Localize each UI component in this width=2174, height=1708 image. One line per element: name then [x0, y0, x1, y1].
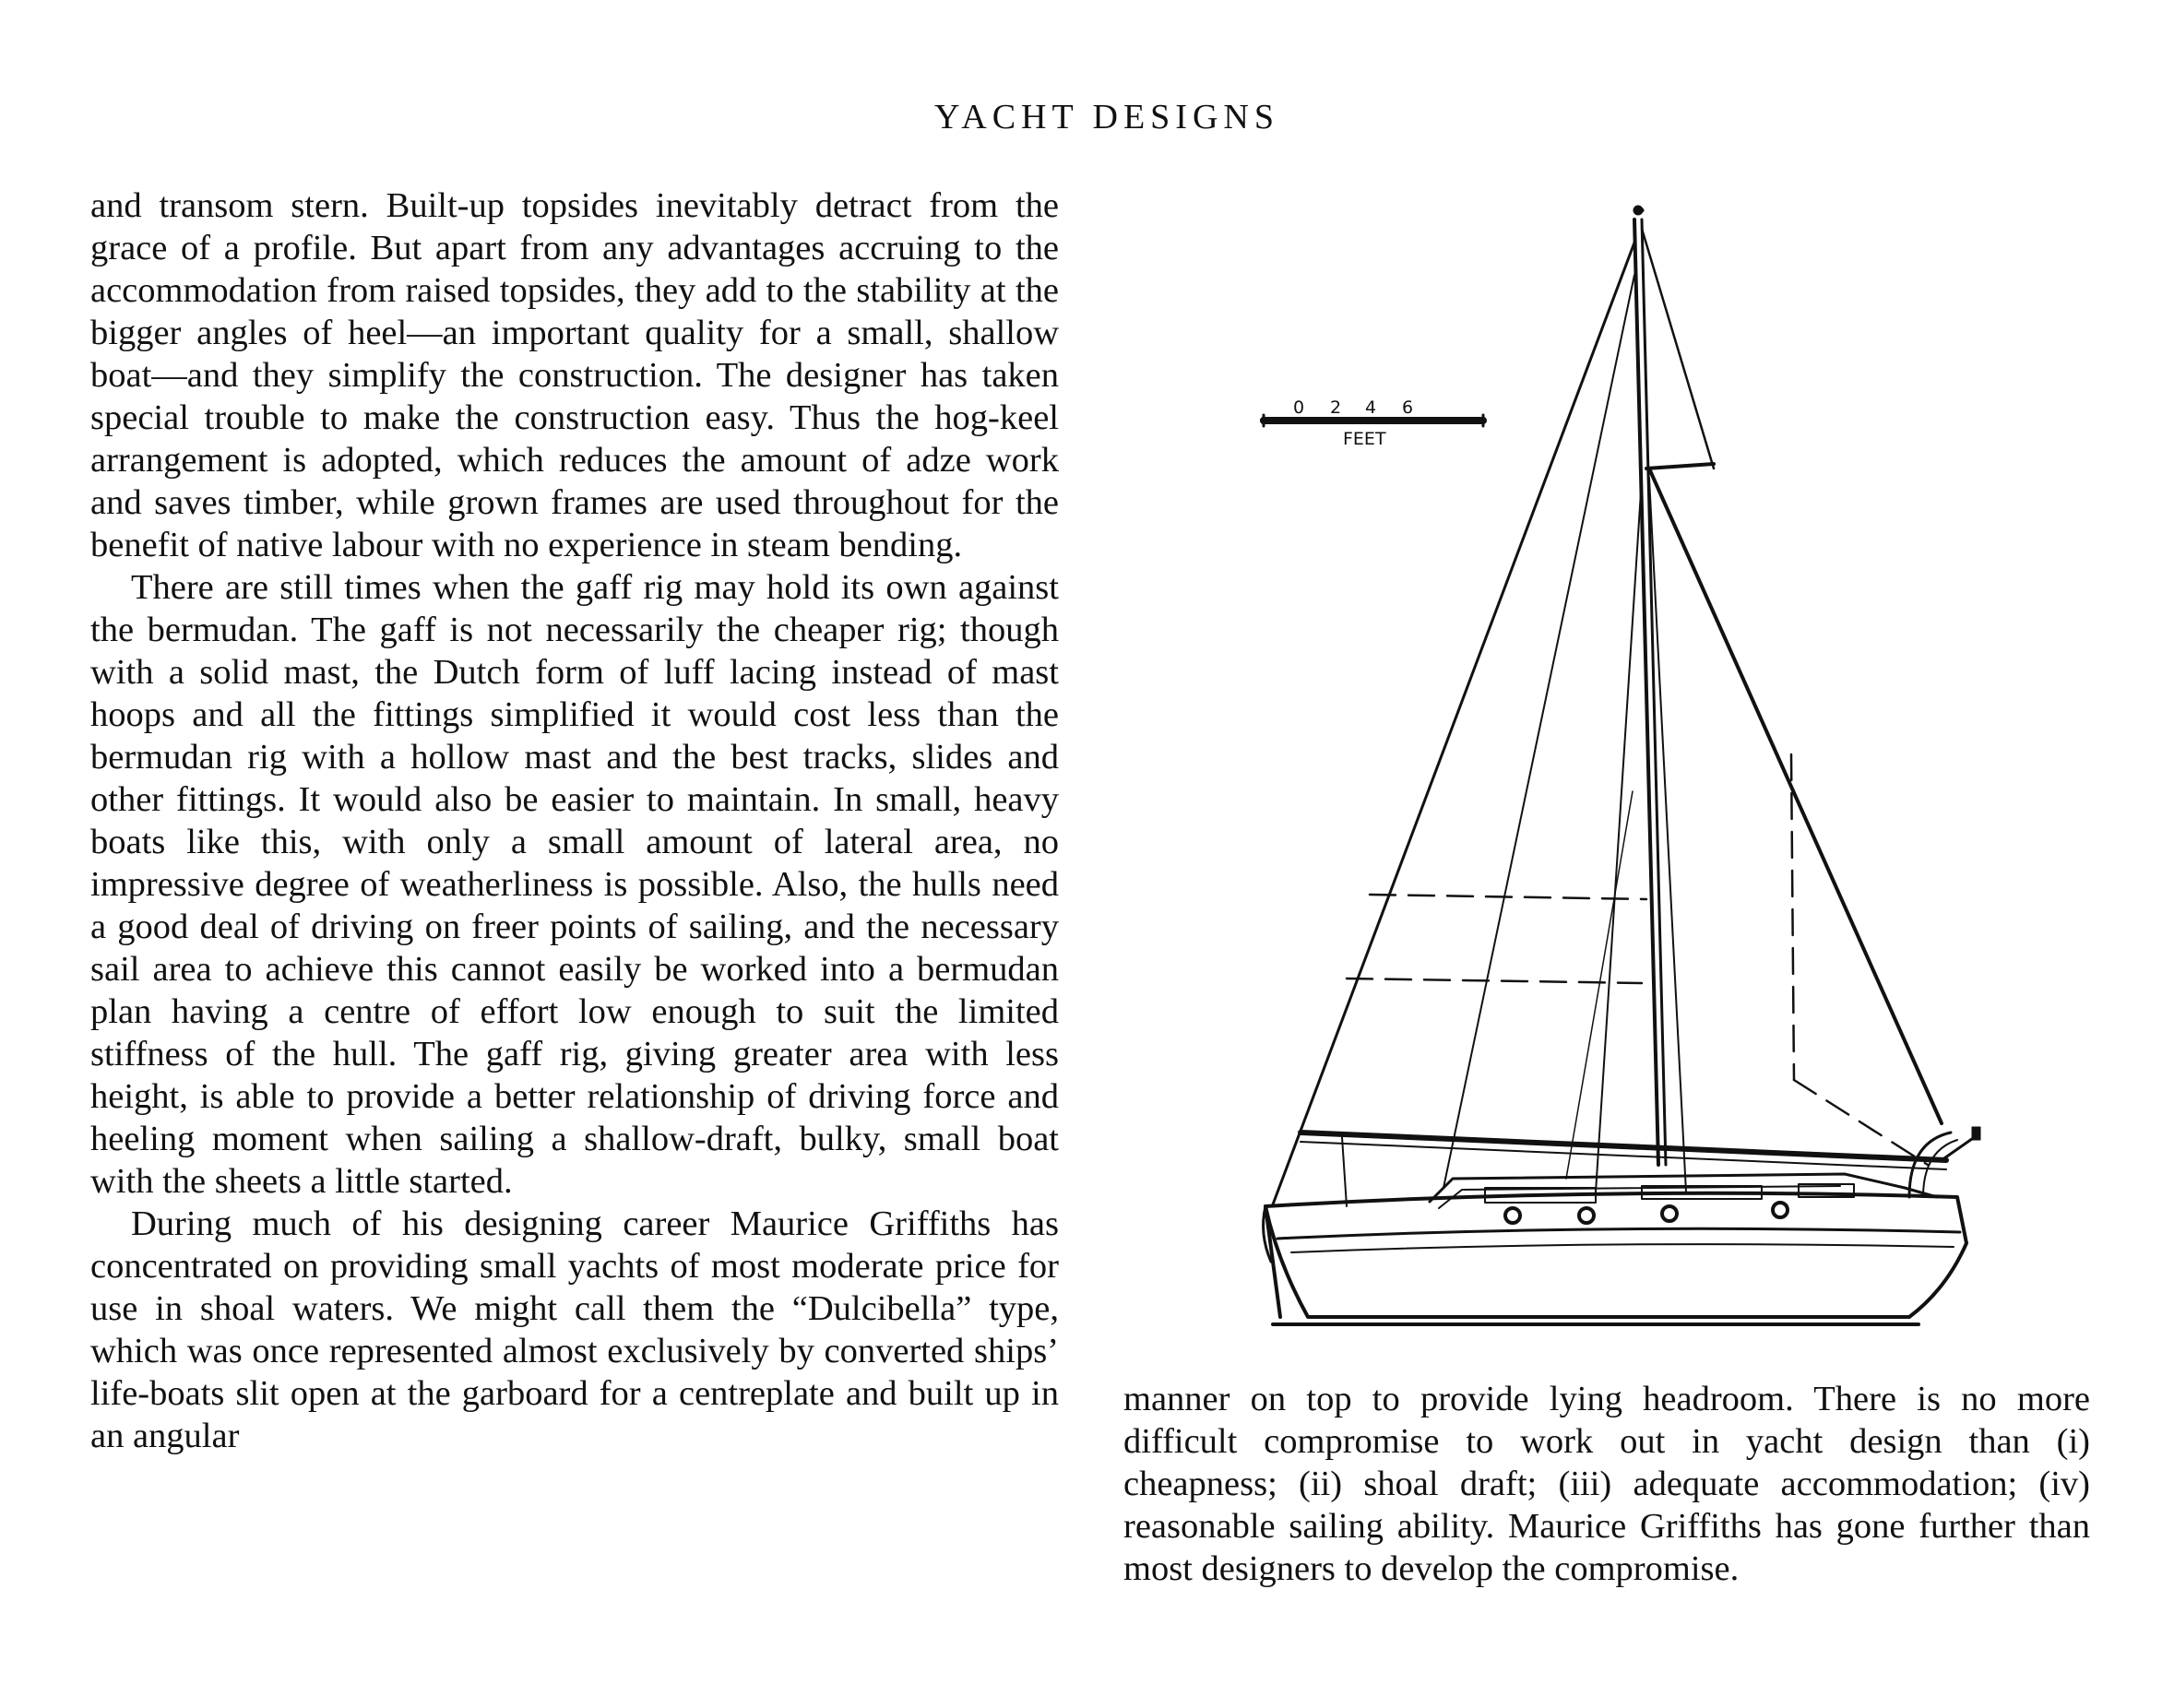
- gaff-leech: [1649, 469, 1942, 1123]
- portholes: [1505, 1203, 1788, 1223]
- mast: [1634, 207, 1666, 1165]
- paragraph-2: There are still times when the gaff rig may hold its own against the bermudan. The gaff is not necessarily the cheaper rig; though with a solid mast, the Dutch form of luff lacing instead of mast hoops and all the fittings simplified it would cost less than the bermudan rig with a hollow mast and the best tracks, slides and other fittings. It would also be easier to maintain. In small, heavy boats like this, with only a small amount of lateral area, no impressive degree of weatherliness is possible. Also, the hulls need a good deal of driving on freer points of sailing, and the necessary sail area to achieve this cannot easily be worked into a bermudan plan having a centre of effort low enough to suit the limited stiffness of the hull. The gaff rig, giving greater area with less height, is able to provide a better relationship of driving force and heeling moment when sailing a shallow-draft, bulky, small boat with the sheets a little started.: [90, 568, 1059, 1201]
- sail-plan-drawing-icon: [1208, 201, 2038, 1358]
- scale-tick-2: 2: [1330, 397, 1342, 418]
- sail-plan-figure: [1208, 201, 2038, 1358]
- paragraph-1: and transom stern. Built-up topsides inevitably detract from the grace of a profile. But apart from any advantages accruing to the accommodation from raised topsides, they add to the stability at the bigger angles of heel—an important quality for a small, shallow boat—and they simplify the construction. The designer has taken special trouble to make the construction easy. Thus the hog-keel arrangement is adopted, which reduces the amount of adze work and saves timber, while grown frames are used throughout for the benefit of native labour with no experience in steam bending.: [90, 186, 1059, 564]
- paragraph-4: manner on top to provide lying headroom. There is no more difficult compromise to work out in yacht design than (i) cheapness; (ii) shoal draft; (iii) adequate accommodation; (iv) reasonable sailing ability. Maurice Griffiths has gone further than most designers to develop the compromise.: [1123, 1380, 2090, 1588]
- left-text-column: [90, 184, 1059, 1457]
- shroud-forward: [1596, 478, 1642, 1192]
- scale-tick-4: 4: [1365, 397, 1377, 418]
- hull: [1265, 1193, 1966, 1324]
- reef-lines: [1347, 754, 1928, 1165]
- forestay: [1273, 243, 1634, 1204]
- running-head-title: YACHT DESIGNS: [934, 98, 1279, 136]
- right-text-column: [1123, 1378, 2090, 1590]
- scale-tick-6: 6: [1402, 397, 1414, 418]
- gaff-spar: [1646, 464, 1714, 469]
- scale-unit: FEET: [1343, 429, 1386, 449]
- topsail-luff: [1642, 229, 1714, 469]
- jib-leech: [1443, 275, 1634, 1188]
- paragraph-3: During much of his designing career Maurice Griffiths has concentrated on providing small yachts of most moderate price for use in shoal waters. We might call them the “Dulcibella” type, which was once represented almost exclusively by converted ships’ life-boats slit open at the garboard for a centreplate and built up in an angular: [90, 1204, 1059, 1455]
- scale-tick-0: 0: [1293, 397, 1305, 418]
